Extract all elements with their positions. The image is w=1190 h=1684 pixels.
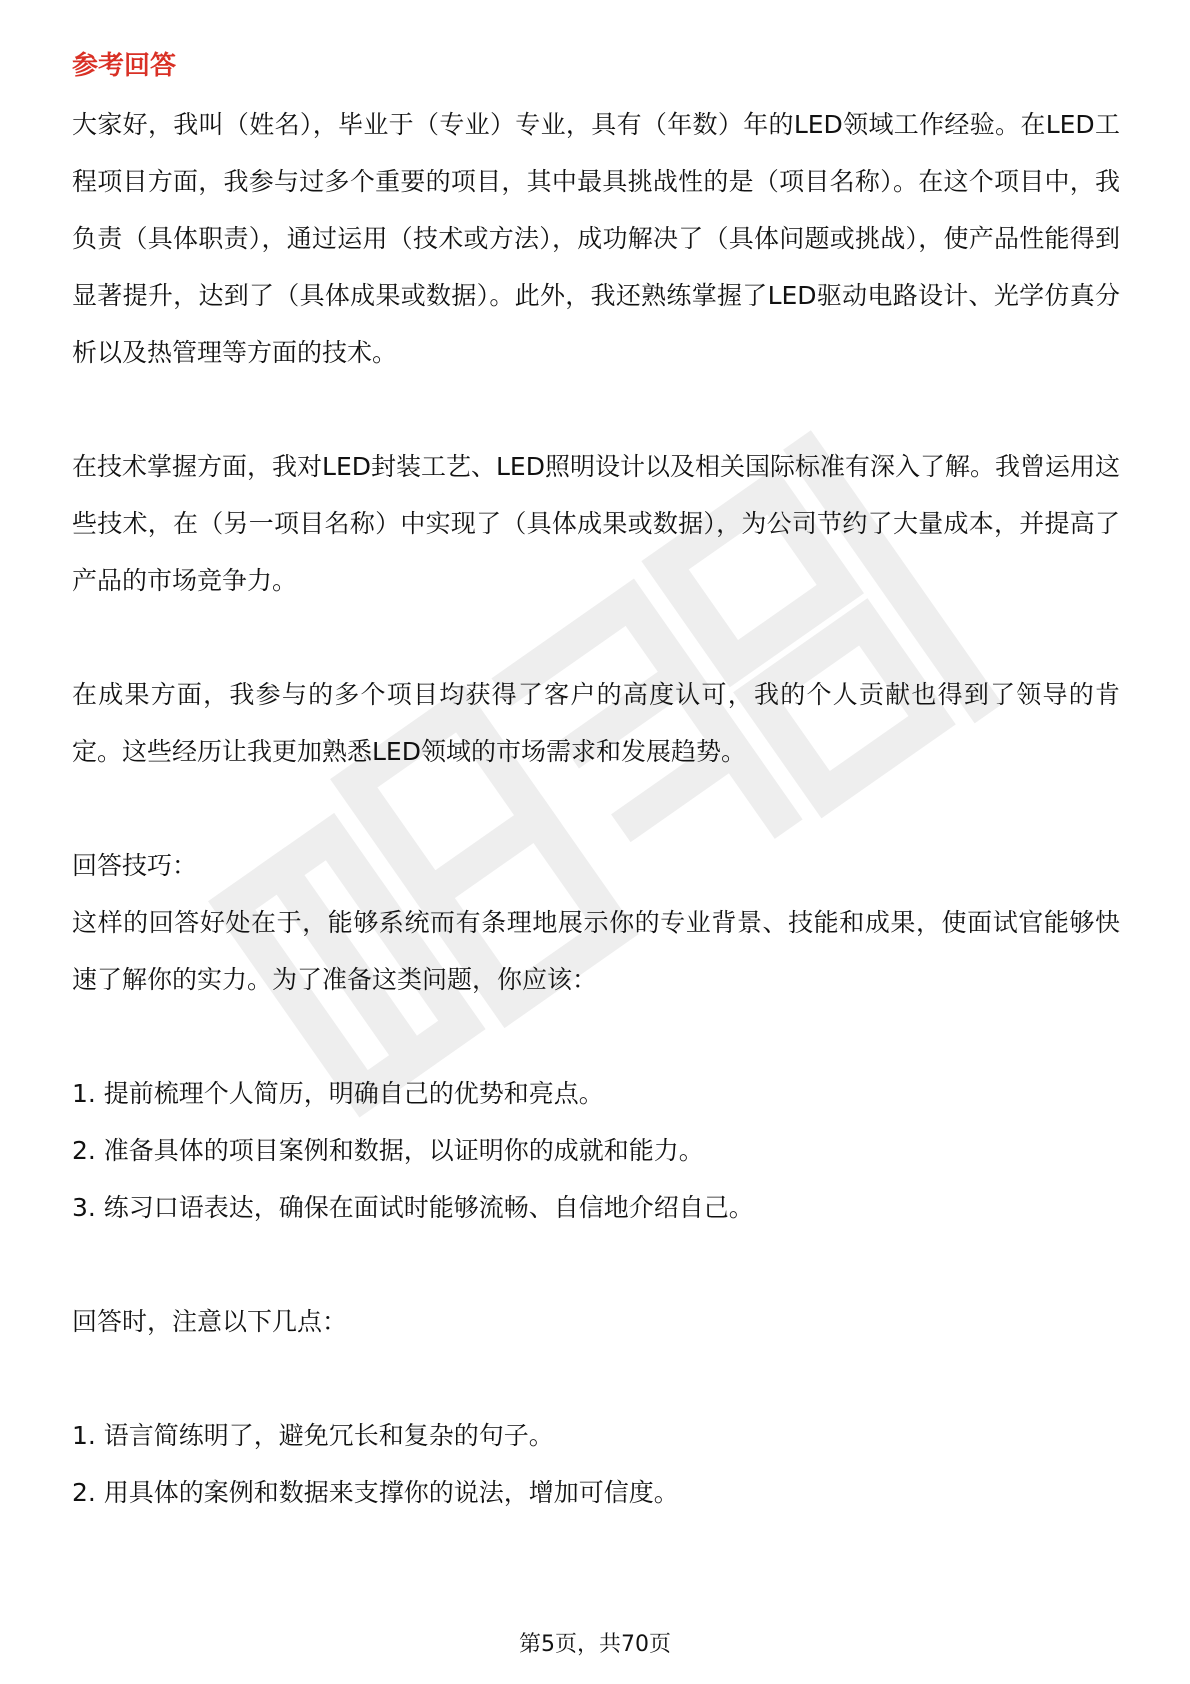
tips-intro: 这样的回答好处在于，能够系统而有条理地展示你的专业背景、技能和成果，使面试官能够快速了解你的实力。为了准备这类问题，你应该： (72, 908, 1120, 994)
page-number: 第5页，共70页 (519, 1632, 671, 1657)
tips-label: 回答技巧： (72, 851, 198, 880)
notes-list-item: 1. 语言简练明了，避免冗长和复杂的句子。 (72, 1421, 554, 1450)
notes-label: 回答时，注意以下几点： (72, 1307, 348, 1336)
tips-list-item: 3. 练习口语表达，确保在面试时能够流畅、自信地介绍自己。 (72, 1193, 754, 1222)
tips-list-item: 1. 提前梳理个人简历，明确自己的优势和亮点。 (72, 1079, 604, 1108)
section-heading: 参考回答 (72, 51, 177, 81)
tips-list-item: 2. 准备具体的项目案例和数据，以证明你的成就和能力。 (72, 1136, 704, 1165)
answer-paragraph-3: 在成果方面，我参与的多个项目均获得了客户的高度认可，我的个人贡献也得到了领导的肯定。这些经历让我更加熟悉LED领域的市场需求和发展趋势。 (72, 680, 1120, 766)
answer-paragraph-2: 在技术掌握方面，我对LED封装工艺、LED照明设计以及相关国际标准有深入了解。我曾运用这些技术，在（另一项目名称）中实现了（具体成果或数据），为公司节约了大量成本，并提高了产品的市场竞争力。 (72, 452, 1120, 595)
notes-list-item: 2. 用具体的案例和数据来支撑你的说法，增加可信度。 (72, 1478, 679, 1507)
document-body (72, 46, 1120, 1521)
answer-paragraph-1: 大家好，我叫（姓名），毕业于（专业）专业，具有（年数）年的LED领域工作经验。在LED工程项目方面，我参与过多个重要的项目，其中最具挑战性的是（项目名称）。在这个项目中，我负责（具体职责），通过运用（技术或方法），成功解决了（具体问题或挑战），使产品性能得到显著提升，达到了（具体成果或数据）。此外，我还熟练掌握了LED驱动电路设计、光学仿真分析以及热管理等方面的技术。 (72, 110, 1120, 367)
